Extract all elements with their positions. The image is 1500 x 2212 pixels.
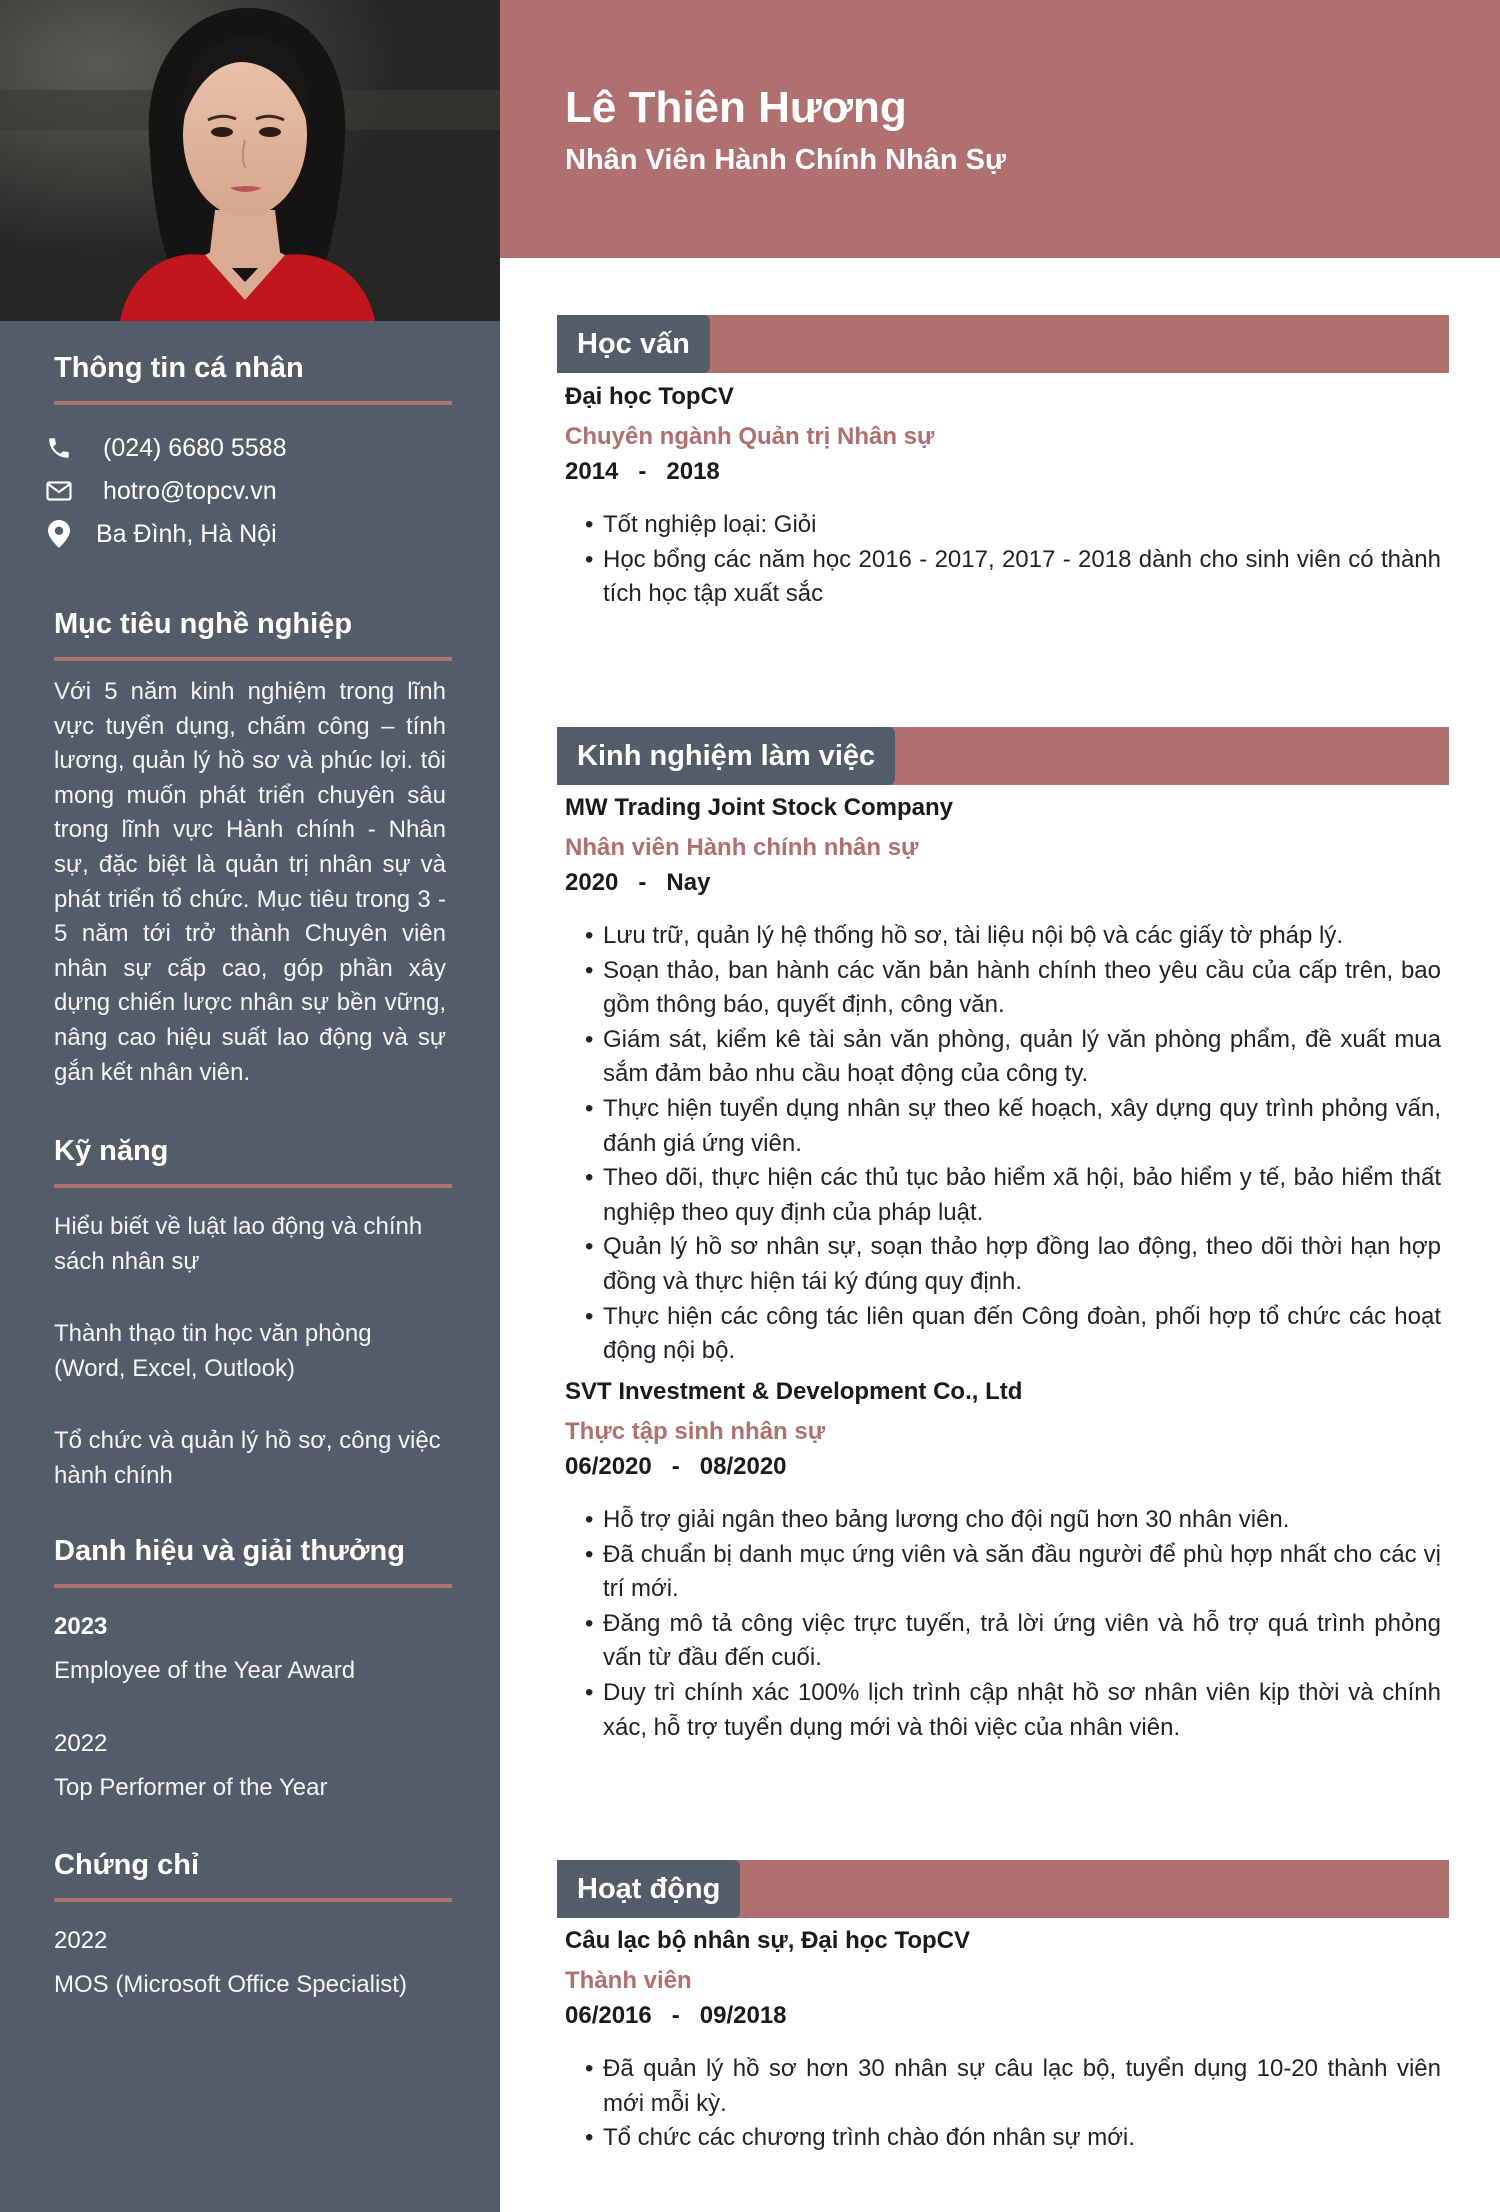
skill-item: Thành thạo tin học văn phòng (Word, Excel, Outlook) [54, 1320, 372, 1382]
contact-email [44, 476, 277, 506]
job-position: Nhân viên Hành chính nhân sự [565, 834, 919, 861]
list-item: • Duy trì chính xác 100% lịch trình cập nhật hồ sơ nhân viên kịp thời và chính xác, hỗ trợ tuyển dụng mới và thôi việc của nhân viên. [585, 1676, 1441, 1745]
contact-address [44, 519, 277, 549]
skills-section [54, 1132, 452, 1188]
list-item: • Theo dõi, thực hiện các thủ tục bảo hiểm xã hội, bảo hiểm y tế, bảo hiểm thất nghiệp theo quy định của pháp luật. [585, 1161, 1441, 1230]
candidate-name: Lê Thiên Hương [565, 83, 907, 132]
job-period: 06/2020 - 08/2020 [565, 1453, 787, 1480]
list-item: • Đã quản lý hồ sơ hơn 30 nhân sự câu lạc bộ, tuyển dụng 10-20 thành viên mới mỗi kỳ. [585, 2052, 1441, 2121]
objective-title: Mục tiêu nghề nghiệp [54, 608, 353, 640]
skill-item: Tổ chức và quản lý hồ sơ, công việc hành chính [54, 1427, 441, 1489]
personal-info-section [54, 349, 452, 405]
list-item: • Quản lý hồ sơ nhân sự, soạn thảo hợp đồng lao động, theo dõi thời hạn hợp đồng và thực hiện tái ký đúng quy định. [585, 1230, 1441, 1299]
skill-item: Hiểu biết về luật lao động và chính sách nhân sự [54, 1213, 423, 1275]
activity-org: Câu lạc bộ nhân sự, Đại học TopCV [565, 1927, 970, 1954]
job-details [585, 1503, 1441, 1745]
job-company: MW Trading Joint Stock Company [565, 794, 954, 821]
list-item: • Lưu trữ, quản lý hệ thống hồ sơ, tài liệu nội bộ và các giấy tờ pháp lý. [585, 919, 1441, 954]
personal-info-title: Thông tin cá nhân [54, 352, 304, 384]
objective-text: Với 5 năm kinh nghiệm trong lĩnh vực tuyển dụng, chấm công – tính lương, quản lý hồ sơ và phúc lợi. tôi mong muốn phát triển chuyên sâu trong lĩnh vực Hành chính - Nhân sự, đặc biệt là quản trị nhân sự và phát triển tổ chức. Mục tiêu trong 3 - 5 năm tới trở thành Chuyên viên nhân sự cấp cao, góp phần xây dựng chiến lược nhân sự bền vững, nâng cao hiệu suất lao động và sự gắn kết nhân viên. [54, 678, 446, 1086]
education-header [557, 315, 1449, 373]
list-item: • Thực hiện tuyển dụng nhân sự theo kế hoạch, xây dựng quy trình phỏng vấn, đánh giá ứng viên. [585, 1092, 1441, 1161]
phone-text: (024) 6680 5588 [103, 433, 287, 462]
skills-title: Kỹ năng [54, 1135, 169, 1167]
profile-photo [0, 0, 500, 321]
education-title: Học vấn [557, 315, 710, 373]
list-item: • Đăng mô tả công việc trực tuyến, trả lời ứng viên và hỗ trợ quá trình phỏng vấn từ đầu đến cuối. [585, 1607, 1441, 1676]
activity-details [585, 2052, 1441, 2156]
award-year: 2023 [54, 1613, 108, 1640]
education-school: Đại học TopCV [565, 383, 734, 410]
activities-header [557, 1860, 1449, 1918]
list-item: • Soạn thảo, ban hành các văn bản hành chính theo yêu cầu của cấp trên, bao gồm thông báo, quyết định, công văn. [585, 954, 1441, 1023]
certificate-year: 2022 [54, 1927, 108, 1954]
job-company: SVT Investment & Development Co., Ltd [565, 1378, 1023, 1405]
certificates-title: Chứng chỉ [54, 1849, 200, 1881]
list-item: • Học bổng các năm học 2016 - 2017, 2017 - 2018 dành cho sinh viên có thành tích học tập xuất sắc [585, 543, 1441, 612]
job-period: 2020 - Nay [565, 869, 711, 896]
section-divider [54, 657, 452, 661]
activities-title: Hoạt động [557, 1860, 740, 1918]
activity-period: 06/2016 - 09/2018 [565, 2002, 787, 2029]
list-item: • Hỗ trợ giải ngân theo bảng lương cho đội ngũ hơn 30 nhân viên. [585, 1503, 1441, 1538]
list-item: • Tốt nghiệp loại: Giỏi [585, 508, 1441, 543]
map-pin-icon [44, 519, 74, 549]
experience-header [557, 727, 1449, 785]
contact-phone [44, 433, 286, 463]
education-period: 2014 - 2018 [565, 458, 720, 485]
email-text: hotro@topcv.vn [103, 476, 277, 505]
job-details [585, 919, 1441, 1369]
activity-role: Thành viên [565, 1967, 692, 1994]
list-item: • Giám sát, kiểm kê tài sản văn phòng, quản lý văn phòng phẩm, đề xuất mua sắm đảm bảo nhu cầu hoạt động của công ty. [585, 1023, 1441, 1092]
award-name: Employee of the Year Award [54, 1657, 356, 1684]
awards-section [54, 1532, 452, 1588]
awards-title: Danh hiệu và giải thưởng [54, 1535, 405, 1567]
education-major: Chuyên ngành Quản trị Nhân sự [565, 423, 935, 450]
sidebar [0, 0, 500, 2212]
phone-icon [44, 433, 74, 463]
header-banner [500, 0, 1500, 258]
list-item: • Thực hiện các công tác liên quan đến Công đoàn, phối hợp tổ chức các hoạt động nội bộ. [585, 1300, 1441, 1369]
section-divider [54, 401, 452, 405]
education-details [585, 508, 1441, 612]
job-position: Thực tập sinh nhân sự [565, 1418, 826, 1445]
address-text: Ba Đình, Hà Nội [96, 519, 277, 548]
certificates-section [54, 1846, 452, 1902]
certificate-name: MOS (Microsoft Office Specialist) [54, 1971, 407, 1998]
candidate-role: Nhân Viên Hành Chính Nhân Sự [565, 144, 1006, 176]
award-year: 2022 [54, 1730, 108, 1757]
section-divider [54, 1898, 452, 1902]
award-name: Top Performer of the Year [54, 1774, 328, 1801]
section-divider [54, 1184, 452, 1188]
list-item: • Đã chuẩn bị danh mục ứng viên và săn đầu người để phù hợp nhất cho các vị trí mới. [585, 1538, 1441, 1607]
objective-section [54, 605, 452, 661]
envelope-icon [44, 476, 74, 506]
section-divider [54, 1584, 452, 1588]
experience-title: Kinh nghiệm làm việc [557, 727, 895, 785]
list-item: • Tổ chức các chương trình chào đón nhân sự mới. [585, 2121, 1441, 2156]
